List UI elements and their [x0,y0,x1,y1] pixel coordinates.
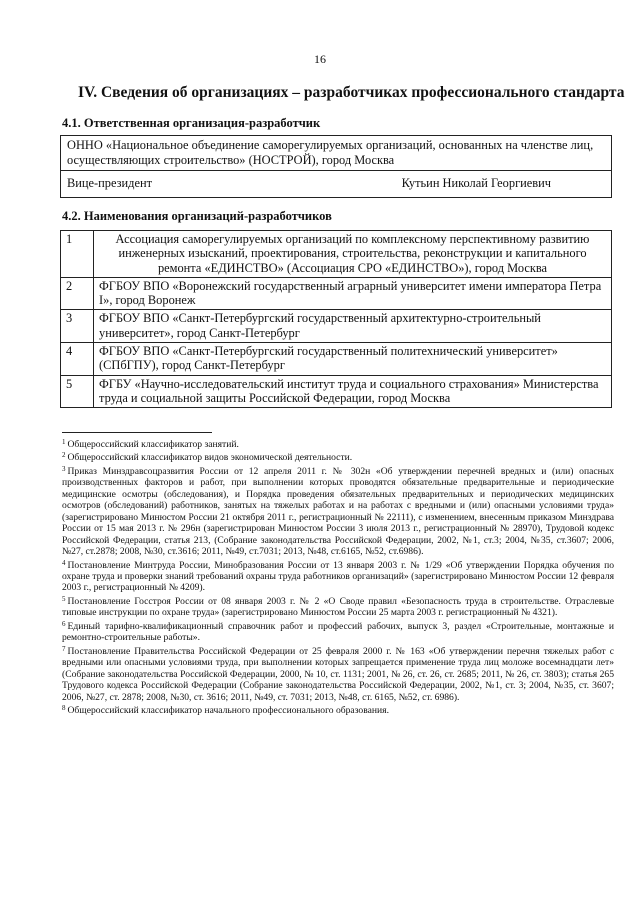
responsible-heading: 4.1. Ответственная организация-разработчик [62,116,321,130]
footnote-text: Постановление Госстроя России от 08 января 2003 г. № 2 «О Своде правил «Безопасность труда в строительстве. Отраслевые типовые инструкции по охране труда» (зарегистрировано Минюстом России 25 марта 2003 г. регистрационный № 4321). [62,595,614,619]
footnote [62,450,614,463]
responsible-organization-name: ОННО «Национальное объединение саморегулируемых организаций, основанных на членстве лиц, осуществляющих строительство» (НОСТРОЙ), город Москва [61,136,611,171]
footnote [62,619,614,644]
organization-name: ФГБОУ ВПО «Санкт-Петербургский государственный архитектурно-строительный университет», город Санкт-Петербург [94,310,612,343]
organization-name: ФГБОУ ВПО «Воронежский государственный аграрный университет имени императора Петра I», город Воронеж [94,277,612,310]
footnote-mark: 6 [62,619,66,628]
row-number: 3 [61,310,94,343]
table-row [61,310,612,343]
row-number: 2 [61,277,94,310]
footnote-mark: 4 [62,558,66,567]
responsible-organization-table [60,135,612,198]
footnote-mark: 8 [62,703,66,712]
footnote-text: Приказ Минздравсоцразвития России от 12 апреля 2011 г. № 302н «Об утверждении перечней вредных и (или) опасных производственных факторов и работ, при выполнении которых проводятся обязательные предварительные и периодические медицинские осмотры (обследования), и Порядка проведения обязательных предварительных и периодических медицинских осмотров (обследований) работников, занятых на тяжелых работах и на работах с вредными и (или) опасными условиями труда» (зарегистрировано Минюстом России 21 октября 2011 г., регистрационный № 22111), с изменением, внесенным приказом Минздрава России от 15 мая 2013 г. № 296н (зарегистрирован Минюстом России 3 июля 2013 г., регистрационный № 28970), Трудовой кодекс Российской Федерации, статья 213, (Собрание законодательства Российской Федерации, 2002, №1, ст.3; 2004, №35, ст.3607; 2006, №27, ст.2878; 2008, №30, ст.3616; 2011, №49, ст.7031; 2013, №48, ст.6165, №52, ст.6986). [62,465,614,558]
footnote [62,644,614,703]
footnote-separator [62,432,212,433]
developers-heading: 4.2. Наименования организаций-разработчиков [62,209,332,223]
responsible-signatory-row [61,171,611,197]
row-number: 4 [61,343,94,376]
organization-name: Ассоциация саморегулируемых организаций по комплексному перспективному развитию инженерных изысканий, проектирования, строительства, реконструкции и капитального ремонта «ЕДИНСТВО» (Ассоциация СРО «ЕДИНСТВО»), город Москва [94,231,612,278]
row-number: 5 [61,375,94,408]
section-title: IV. Сведения об организациях – разработчиках профессионального стандарта [78,84,625,101]
footnote [62,594,614,619]
footnote-mark: 2 [62,451,66,460]
footnote-text: Единый тарифно-квалификационный справочник работ и профессий рабочих, выпуск 3, раздел «Строительные, монтажные и ремонтно-строительные работы». [62,620,614,644]
developers-table [60,230,612,408]
table-row [61,375,612,408]
footnotes [62,437,614,716]
organization-name: ФГБОУ ВПО «Санкт-Петербургский государственный политехнический университет» (СПбГПУ), город Санкт-Петербург [94,343,612,376]
table-row [61,231,612,278]
footnote [62,464,614,558]
organization-name: ФГБУ «Научно-исследовательский институт труда и социального страхования» Министерства труда и социальной защиты Российской Федерации, город Москва [94,375,612,408]
footnote [62,437,614,450]
footnote-text: Общероссийский классификатор видов экономической деятельности. [67,452,353,464]
footnote [62,558,614,594]
footnote-mark: 5 [62,594,66,603]
footnote-mark: 3 [62,464,66,473]
row-number: 1 [61,231,94,278]
table-row [61,343,612,376]
page-number: 16 [314,52,326,66]
footnote [62,703,614,716]
footnote-mark: 1 [62,438,66,446]
footnote-text: Общероссийский классификатор занятий. [67,439,239,450]
footnote-text: Общероссийский классификатор начального профессионального образования. [67,704,389,716]
footnote-text: Постановление Минтруда России, Минобразования России от 13 января 2003 г. № 1/29 «Об утверждении Порядка обучения по охране труда и проверки знаний требований охраны труда работников организаций» (зарегистрировано Минюстом России 12 февраля 2003 г., регистрационный № 4209). [62,559,614,594]
signatory-position: Вице-президент [67,176,153,190]
footnote-text: Постановление Правительства Российской Федерации от 25 февраля 2000 г. № 163 «Об утверждении перечня тяжелых работ с вредными или опасными условиями труда, при выполнении которых запрещается применение труда лиц моложе восемнадцати лет» (Собрание законодательства Российской Федерации, 2000, № 10, ст. 1131; 2001, № 26, ст. 26, ст. 2685; 2011, № 26, ст. 3803); статья 265 Трудового кодекса Российской Федерации (Собрание законодательства Российской Федерации, 2002, №1, ст. 3; 2004, №35, ст. 3607; 2006, №27, ст. 2878; 2008, №30, ст. 3616; 2011, №49, ст. 7031; 2013, №48, ст. 6165, №52, ст. 6986). [62,645,614,703]
signatory-name: Кутьин Николай Георгиевич [401,176,551,190]
footnote-mark: 7 [62,644,66,653]
table-row [61,277,612,310]
